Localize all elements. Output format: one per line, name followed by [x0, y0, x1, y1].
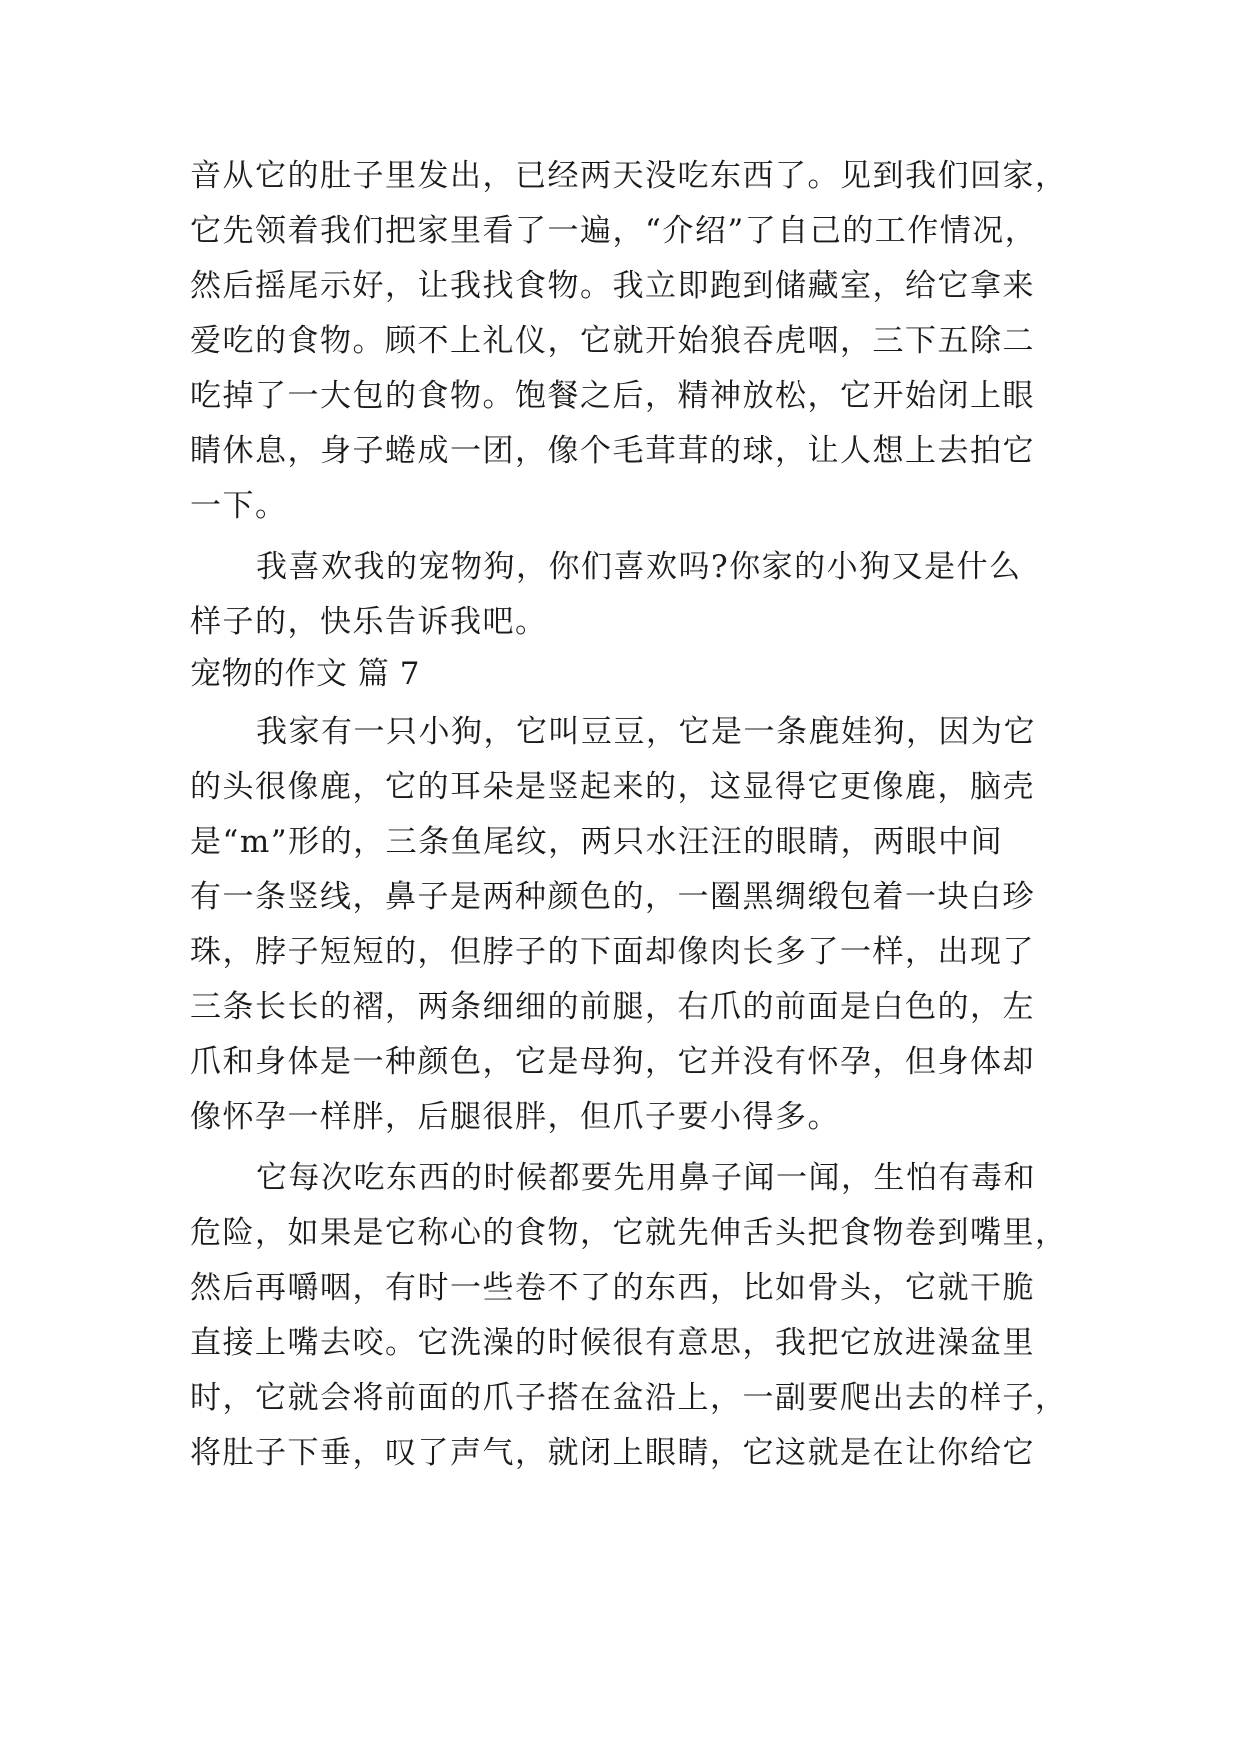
paragraph-3-line: 爪和身体是一种颜色，它是母狗，它并没有怀孕，但身体却: [190, 1044, 1035, 1080]
paragraph-3-line: 有一条竖线，鼻子是两种颜色的，一圈黑绸缎包着一块白珍: [190, 879, 1035, 915]
paragraph-3-line: 三条长长的褶，两条细细的前腿，右爪的前面是白色的，左: [190, 989, 1035, 1025]
paragraph-1-line: 然后摇尾示好，让我找食物。我立即跑到储藏室，给它拿来: [190, 268, 1035, 304]
paragraph-2-line: 样子的，快乐告诉我吧。: [190, 604, 548, 640]
paragraph-1-line: 爱吃的食物。顾不上礼仪，它就开始狼吞虎咽，三下五除二: [190, 323, 1035, 359]
paragraph-4-line: 直接上嘴去咬。它洗澡的时候很有意思，我把它放进澡盆里: [190, 1325, 1035, 1361]
paragraph-1-line: 吃掉了一大包的食物。饱餐之后，精神放松，它开始闭上眼: [190, 378, 1035, 414]
paragraph-4-line: 危险，如果是它称心的食物，它就先伸舌头把食物卷到嘴里，: [190, 1215, 1068, 1251]
paragraph-1-line: 它先领着我们把家里看了一遍，“介绍”了自己的工作情况，: [190, 213, 1038, 249]
paragraph-2-line: 我喜欢我的宠物狗，你们喜欢吗?你家的小狗又是什么: [256, 549, 1022, 585]
section-heading: 宠物的作文 篇 7: [190, 656, 420, 692]
paragraph-3-line: 像怀孕一样胖，后腿很胖，但爪子要小得多。: [190, 1099, 840, 1135]
paragraph-3-line: 我家有一只小狗，它叫豆豆，它是一条鹿娃狗，因为它: [256, 714, 1036, 750]
paragraph-1-line: 音从它的肚子里发出，已经两天没吃东西了。见到我们回家，: [190, 158, 1068, 194]
paragraph-4-line: 它每次吃东西的时候都要先用鼻子闻一闻，生怕有毒和: [256, 1160, 1036, 1196]
paragraph-4-line: 时，它就会将前面的爪子搭在盆沿上，一副要爬出去的样子，: [190, 1380, 1068, 1416]
paragraph-4-line: 然后再嚼咽，有时一些卷不了的东西，比如骨头，它就干脆: [190, 1270, 1035, 1306]
paragraph-3-line: 是“m”形的，三条鱼尾纹，两只水汪汪的眼睛，两眼中间: [190, 824, 1004, 860]
paragraph-4-line: 将肚子下垂，叹了声气，就闭上眼睛，它这就是在让你给它: [190, 1435, 1035, 1471]
paragraph-3-line: 珠，脖子短短的，但脖子的下面却像肉长多了一样，出现了: [190, 934, 1035, 970]
paragraph-1-line: 睛休息，身子蜷成一团，像个毛茸茸的球，让人想上去拍它: [190, 433, 1035, 469]
paragraph-3-line: 的头很像鹿，它的耳朵是竖起来的，这显得它更像鹿，脑壳: [190, 769, 1035, 805]
paragraph-1-line: 一下。: [190, 488, 288, 524]
